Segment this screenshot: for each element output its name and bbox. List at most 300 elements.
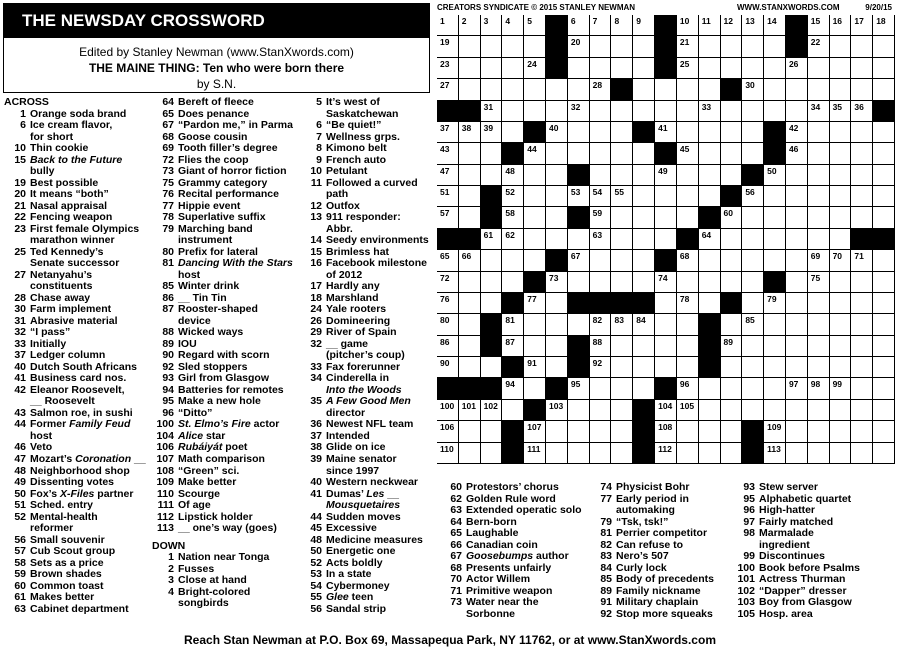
grid-cell[interactable] (437, 314, 459, 335)
grid-cell[interactable] (546, 165, 568, 186)
grid-cell[interactable] (764, 229, 786, 250)
grid-cell[interactable] (721, 101, 743, 122)
grid-cell[interactable] (611, 357, 633, 378)
grid-cell[interactable] (721, 207, 743, 228)
grid-cell[interactable] (590, 79, 612, 100)
grid-cell[interactable] (655, 186, 677, 207)
grid-cell[interactable] (786, 122, 808, 143)
grid-cell[interactable] (481, 421, 503, 442)
grid-cell[interactable] (699, 79, 721, 100)
grid-cell[interactable] (830, 122, 852, 143)
grid-cell[interactable] (764, 79, 786, 100)
grid-cell[interactable] (742, 400, 764, 421)
grid-cell[interactable] (459, 207, 481, 228)
grid-cell[interactable] (611, 207, 633, 228)
grid-cell[interactable] (677, 143, 699, 164)
grid-cell[interactable] (611, 165, 633, 186)
grid-cell[interactable] (524, 143, 546, 164)
grid-cell[interactable] (830, 378, 852, 399)
grid-cell[interactable] (524, 336, 546, 357)
grid-cell[interactable] (633, 143, 655, 164)
grid-cell[interactable] (764, 293, 786, 314)
grid-cell[interactable] (742, 186, 764, 207)
grid-cell[interactable] (633, 101, 655, 122)
grid-cell[interactable] (786, 165, 808, 186)
grid-cell[interactable] (546, 207, 568, 228)
grid-cell[interactable] (481, 272, 503, 293)
grid-cell[interactable] (786, 378, 808, 399)
grid-cell[interactable] (568, 400, 590, 421)
grid-cell[interactable] (677, 272, 699, 293)
grid-cell[interactable] (786, 207, 808, 228)
grid-cell[interactable] (502, 79, 524, 100)
grid-cell[interactable] (502, 101, 524, 122)
grid-cell[interactable] (786, 400, 808, 421)
grid-cell[interactable] (633, 357, 655, 378)
grid-cell[interactable] (633, 378, 655, 399)
grid-cell[interactable] (590, 36, 612, 57)
grid-cell[interactable] (502, 58, 524, 79)
grid-cell[interactable] (851, 250, 873, 271)
grid-cell[interactable] (786, 357, 808, 378)
grid-cell[interactable] (481, 79, 503, 100)
grid-cell[interactable] (742, 336, 764, 357)
grid-cell[interactable] (830, 165, 852, 186)
grid-cell[interactable] (633, 314, 655, 335)
grid-cell[interactable] (611, 400, 633, 421)
grid-cell[interactable] (764, 58, 786, 79)
grid-cell[interactable] (611, 36, 633, 57)
grid-cell[interactable] (699, 400, 721, 421)
grid-cell[interactable] (459, 400, 481, 421)
grid-cell[interactable] (568, 250, 590, 271)
grid-cell[interactable] (524, 79, 546, 100)
grid-cell[interactable] (830, 36, 852, 57)
grid-cell[interactable] (633, 36, 655, 57)
grid-cell[interactable] (568, 15, 590, 36)
grid-cell[interactable] (590, 250, 612, 271)
grid-cell[interactable] (742, 378, 764, 399)
grid-cell[interactable] (873, 336, 895, 357)
grid-cell[interactable] (808, 272, 830, 293)
grid-cell[interactable] (633, 336, 655, 357)
grid-cell[interactable] (830, 58, 852, 79)
grid-cell[interactable] (590, 229, 612, 250)
grid-cell[interactable] (764, 443, 786, 464)
grid-cell[interactable] (546, 143, 568, 164)
grid-cell[interactable] (524, 101, 546, 122)
grid-cell[interactable] (459, 421, 481, 442)
grid-cell[interactable] (437, 293, 459, 314)
grid-cell[interactable] (786, 272, 808, 293)
grid-cell[interactable] (437, 15, 459, 36)
grid-cell[interactable] (764, 207, 786, 228)
grid-cell[interactable] (699, 58, 721, 79)
grid-cell[interactable] (524, 58, 546, 79)
grid-cell[interactable] (524, 443, 546, 464)
grid-cell[interactable] (611, 58, 633, 79)
grid-cell[interactable] (830, 79, 852, 100)
grid-cell[interactable] (786, 186, 808, 207)
grid-cell[interactable] (851, 336, 873, 357)
grid-cell[interactable] (459, 122, 481, 143)
grid-cell[interactable] (764, 101, 786, 122)
grid-cell[interactable] (786, 143, 808, 164)
grid-cell[interactable] (655, 400, 677, 421)
crossword-grid[interactable] (437, 15, 895, 464)
grid-cell[interactable] (851, 186, 873, 207)
grid-cell[interactable] (808, 293, 830, 314)
grid-cell[interactable] (851, 122, 873, 143)
grid-cell[interactable] (873, 378, 895, 399)
grid-cell[interactable] (873, 314, 895, 335)
grid-cell[interactable] (677, 79, 699, 100)
grid-cell[interactable] (502, 229, 524, 250)
grid-cell[interactable] (502, 122, 524, 143)
grid-cell[interactable] (459, 293, 481, 314)
grid-cell[interactable] (808, 314, 830, 335)
grid-cell[interactable] (851, 443, 873, 464)
grid-cell[interactable] (437, 443, 459, 464)
grid-cell[interactable] (633, 250, 655, 271)
grid-cell[interactable] (742, 122, 764, 143)
grid-cell[interactable] (590, 101, 612, 122)
grid-cell[interactable] (699, 36, 721, 57)
grid-cell[interactable] (699, 122, 721, 143)
grid-cell[interactable] (764, 314, 786, 335)
grid-cell[interactable] (851, 293, 873, 314)
grid-cell[interactable] (546, 357, 568, 378)
grid-cell[interactable] (437, 143, 459, 164)
grid-cell[interactable] (481, 357, 503, 378)
grid-cell[interactable] (721, 143, 743, 164)
grid-cell[interactable] (524, 186, 546, 207)
grid-cell[interactable] (590, 143, 612, 164)
grid-cell[interactable] (808, 378, 830, 399)
grid-cell[interactable] (742, 229, 764, 250)
grid-cell[interactable] (481, 165, 503, 186)
grid-cell[interactable] (546, 229, 568, 250)
grid-cell[interactable] (502, 314, 524, 335)
grid-cell[interactable] (851, 143, 873, 164)
grid-cell[interactable] (851, 165, 873, 186)
grid-cell[interactable] (873, 143, 895, 164)
grid-cell[interactable] (590, 165, 612, 186)
grid-cell[interactable] (721, 357, 743, 378)
grid-cell[interactable] (721, 122, 743, 143)
grid-cell[interactable] (808, 122, 830, 143)
grid-cell[interactable] (873, 421, 895, 442)
grid-cell[interactable] (830, 400, 852, 421)
grid-cell[interactable] (873, 36, 895, 57)
grid-cell[interactable] (742, 293, 764, 314)
grid-cell[interactable] (459, 36, 481, 57)
grid-cell[interactable] (590, 272, 612, 293)
grid-cell[interactable] (655, 207, 677, 228)
grid-cell[interactable] (481, 58, 503, 79)
grid-cell[interactable] (873, 272, 895, 293)
grid-cell[interactable] (721, 58, 743, 79)
grid-cell[interactable] (699, 293, 721, 314)
grid-cell[interactable] (677, 15, 699, 36)
grid-cell[interactable] (808, 15, 830, 36)
grid-cell[interactable] (633, 186, 655, 207)
grid-cell[interactable] (873, 250, 895, 271)
grid-cell[interactable] (459, 250, 481, 271)
grid-cell[interactable] (459, 79, 481, 100)
grid-cell[interactable] (721, 443, 743, 464)
grid-cell[interactable] (808, 101, 830, 122)
grid-cell[interactable] (437, 165, 459, 186)
grid-cell[interactable] (721, 250, 743, 271)
grid-cell[interactable] (808, 443, 830, 464)
grid-cell[interactable] (502, 165, 524, 186)
grid-cell[interactable] (481, 229, 503, 250)
grid-cell[interactable] (481, 143, 503, 164)
grid-cell[interactable] (742, 314, 764, 335)
grid-cell[interactable] (786, 336, 808, 357)
grid-cell[interactable] (764, 186, 786, 207)
grid-cell[interactable] (524, 250, 546, 271)
grid-cell[interactable] (851, 36, 873, 57)
grid-cell[interactable] (786, 293, 808, 314)
grid-cell[interactable] (699, 378, 721, 399)
grid-cell[interactable] (459, 336, 481, 357)
grid-cell[interactable] (611, 272, 633, 293)
grid-cell[interactable] (633, 165, 655, 186)
grid-cell[interactable] (524, 314, 546, 335)
grid-cell[interactable] (742, 36, 764, 57)
grid-cell[interactable] (568, 143, 590, 164)
grid-cell[interactable] (699, 15, 721, 36)
grid-cell[interactable] (764, 336, 786, 357)
grid-cell[interactable] (742, 272, 764, 293)
grid-cell[interactable] (524, 378, 546, 399)
grid-cell[interactable] (677, 293, 699, 314)
grid-cell[interactable] (851, 58, 873, 79)
grid-cell[interactable] (437, 357, 459, 378)
grid-cell[interactable] (611, 443, 633, 464)
grid-cell[interactable] (742, 207, 764, 228)
grid-cell[interactable] (611, 143, 633, 164)
grid-cell[interactable] (459, 314, 481, 335)
grid-cell[interactable] (808, 79, 830, 100)
grid-cell[interactable] (677, 101, 699, 122)
grid-cell[interactable] (481, 400, 503, 421)
grid-cell[interactable] (808, 207, 830, 228)
grid-cell[interactable] (721, 165, 743, 186)
grid-cell[interactable] (721, 229, 743, 250)
grid-cell[interactable] (677, 250, 699, 271)
grid-cell[interactable] (524, 36, 546, 57)
grid-cell[interactable] (568, 229, 590, 250)
grid-cell[interactable] (633, 79, 655, 100)
grid-cell[interactable] (764, 357, 786, 378)
grid-cell[interactable] (786, 229, 808, 250)
grid-cell[interactable] (590, 378, 612, 399)
grid-cell[interactable] (568, 272, 590, 293)
grid-cell[interactable] (851, 207, 873, 228)
grid-cell[interactable] (459, 272, 481, 293)
grid-cell[interactable] (677, 421, 699, 442)
grid-cell[interactable] (655, 229, 677, 250)
grid-cell[interactable] (502, 272, 524, 293)
grid-cell[interactable] (633, 229, 655, 250)
grid-cell[interactable] (851, 314, 873, 335)
grid-cell[interactable] (481, 443, 503, 464)
grid-cell[interactable] (633, 207, 655, 228)
grid-cell[interactable] (437, 272, 459, 293)
grid-cell[interactable] (546, 293, 568, 314)
grid-cell[interactable] (699, 443, 721, 464)
grid-cell[interactable] (873, 443, 895, 464)
grid-cell[interactable] (546, 443, 568, 464)
grid-cell[interactable] (459, 443, 481, 464)
grid-cell[interactable] (590, 357, 612, 378)
grid-cell[interactable] (502, 186, 524, 207)
grid-cell[interactable] (677, 336, 699, 357)
grid-cell[interactable] (611, 250, 633, 271)
grid-cell[interactable] (808, 421, 830, 442)
grid-cell[interactable] (830, 143, 852, 164)
grid-cell[interactable] (546, 336, 568, 357)
grid-cell[interactable] (851, 272, 873, 293)
grid-cell[interactable] (742, 101, 764, 122)
grid-cell[interactable] (502, 207, 524, 228)
grid-cell[interactable] (830, 15, 852, 36)
grid-cell[interactable] (873, 357, 895, 378)
grid-cell[interactable] (721, 314, 743, 335)
grid-cell[interactable] (502, 378, 524, 399)
grid-cell[interactable] (764, 165, 786, 186)
grid-cell[interactable] (677, 165, 699, 186)
grid-cell[interactable] (721, 378, 743, 399)
grid-cell[interactable] (851, 101, 873, 122)
grid-cell[interactable] (742, 143, 764, 164)
grid-cell[interactable] (611, 101, 633, 122)
grid-cell[interactable] (830, 421, 852, 442)
grid-cell[interactable] (742, 250, 764, 271)
grid-cell[interactable] (764, 36, 786, 57)
grid-cell[interactable] (830, 357, 852, 378)
grid-cell[interactable] (611, 378, 633, 399)
grid-cell[interactable] (764, 378, 786, 399)
grid-cell[interactable] (786, 79, 808, 100)
grid-cell[interactable] (830, 250, 852, 271)
grid-cell[interactable] (742, 79, 764, 100)
grid-cell[interactable] (808, 143, 830, 164)
grid-cell[interactable] (808, 36, 830, 57)
grid-cell[interactable] (808, 336, 830, 357)
grid-cell[interactable] (502, 15, 524, 36)
grid-cell[interactable] (721, 36, 743, 57)
grid-cell[interactable] (808, 186, 830, 207)
grid-cell[interactable] (481, 122, 503, 143)
grid-cell[interactable] (808, 229, 830, 250)
grid-cell[interactable] (721, 400, 743, 421)
grid-cell[interactable] (699, 143, 721, 164)
grid-cell[interactable] (546, 101, 568, 122)
grid-cell[interactable] (873, 79, 895, 100)
grid-cell[interactable] (830, 229, 852, 250)
grid-cell[interactable] (437, 79, 459, 100)
grid-cell[interactable] (721, 15, 743, 36)
grid-cell[interactable] (873, 58, 895, 79)
grid-cell[interactable] (873, 122, 895, 143)
grid-cell[interactable] (830, 314, 852, 335)
grid-cell[interactable] (873, 165, 895, 186)
grid-cell[interactable] (481, 101, 503, 122)
grid-cell[interactable] (481, 293, 503, 314)
grid-cell[interactable] (502, 336, 524, 357)
grid-cell[interactable] (851, 79, 873, 100)
grid-cell[interactable] (677, 207, 699, 228)
grid-cell[interactable] (808, 250, 830, 271)
grid-cell[interactable] (786, 250, 808, 271)
grid-cell[interactable] (655, 443, 677, 464)
grid-cell[interactable] (655, 79, 677, 100)
grid-cell[interactable] (546, 421, 568, 442)
grid-cell[interactable] (568, 421, 590, 442)
grid-cell[interactable] (677, 58, 699, 79)
grid-cell[interactable] (633, 58, 655, 79)
grid-cell[interactable] (611, 421, 633, 442)
grid-cell[interactable] (830, 186, 852, 207)
grid-cell[interactable] (459, 165, 481, 186)
grid-cell[interactable] (590, 207, 612, 228)
grid-cell[interactable] (764, 421, 786, 442)
grid-cell[interactable] (786, 314, 808, 335)
grid-cell[interactable] (699, 272, 721, 293)
grid-cell[interactable] (808, 400, 830, 421)
grid-cell[interactable] (655, 165, 677, 186)
grid-cell[interactable] (830, 207, 852, 228)
grid-cell[interactable] (721, 421, 743, 442)
grid-cell[interactable] (699, 101, 721, 122)
grid-cell[interactable] (437, 336, 459, 357)
grid-cell[interactable] (459, 15, 481, 36)
grid-cell[interactable] (873, 207, 895, 228)
grid-cell[interactable] (873, 15, 895, 36)
grid-cell[interactable] (437, 250, 459, 271)
grid-cell[interactable] (851, 421, 873, 442)
grid-cell[interactable] (590, 443, 612, 464)
grid-cell[interactable] (742, 357, 764, 378)
grid-cell[interactable] (764, 250, 786, 271)
grid-cell[interactable] (873, 293, 895, 314)
grid-cell[interactable] (764, 400, 786, 421)
grid-cell[interactable] (677, 400, 699, 421)
grid-cell[interactable] (655, 293, 677, 314)
grid-cell[interactable] (568, 58, 590, 79)
grid-cell[interactable] (830, 101, 852, 122)
grid-cell[interactable] (633, 15, 655, 36)
grid-cell[interactable] (459, 357, 481, 378)
grid-cell[interactable] (611, 314, 633, 335)
grid-cell[interactable] (677, 186, 699, 207)
grid-cell[interactable] (655, 357, 677, 378)
grid-cell[interactable] (502, 250, 524, 271)
grid-cell[interactable] (590, 400, 612, 421)
grid-cell[interactable] (851, 357, 873, 378)
grid-cell[interactable] (568, 101, 590, 122)
grid-cell[interactable] (546, 122, 568, 143)
grid-cell[interactable] (742, 15, 764, 36)
grid-cell[interactable] (568, 36, 590, 57)
grid-cell[interactable] (677, 443, 699, 464)
grid-cell[interactable] (437, 36, 459, 57)
grid-cell[interactable] (459, 143, 481, 164)
